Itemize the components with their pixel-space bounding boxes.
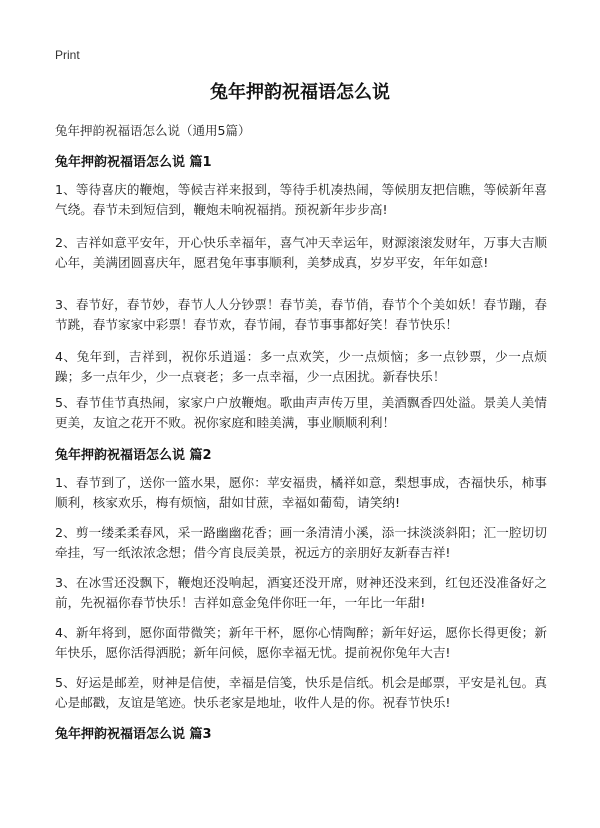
page-title: 兔年押韵祝福语怎么说 — [210, 82, 390, 103]
section-heading-1: 兔年押韵祝福语怎么说 篇1 — [55, 155, 212, 170]
section-2-paragraph-2: 2、剪一缕柔柔春风，采一路幽幽花香；画一条清清小溪，添一抹淡淡斜阳；汇一腔切切牵挂，写一纸浓浓念想；借今宵良辰美景，祝远方的亲朋好友新春吉祥! — [55, 525, 547, 560]
section-1-paragraph-1: 1、等待喜庆的鞭炮，等候吉祥来报到，等待手机凑热闹，等候朋友把信瞧，等候新年喜气绕。春节未到短信到，鞭炮未响祝福捎。预祝新年步步高! — [55, 182, 547, 217]
section-heading-3: 兔年押韵祝福语怎么说 篇3 — [55, 727, 212, 742]
document-subtitle: 兔年押韵祝福语怎么说（通用5篇） — [55, 123, 251, 138]
print-label[interactable]: Print — [55, 48, 80, 62]
section-2-paragraph-4: 4、新年将到，愿你面带微笑；新年干杯，愿你心情陶醉；新年好运，愿你长得更俊；新年快乐，愿你活得洒脱；新年问候，愿你幸福无忧。提前祝你兔年大吉! — [55, 625, 547, 660]
section-1-paragraph-3: 3、春节好，春节妙，春节人人分钞票！春节美，春节俏，春节个个美如妖！春节蹦，春节跳，春节家家中彩票！春节欢，春节闹，春节事事都好笑！春节快乐！ — [55, 297, 547, 332]
section-2-paragraph-1: 1、春节到了，送你一篮水果，愿你：苹安福贵，橘祥如意，梨想事成，杏福快乐，柿事顺利，核家欢乐，梅有烦恼，甜如甘蔗，幸福如葡萄，请笑纳! — [55, 475, 547, 510]
section-1-paragraph-4: 4、兔年到，吉祥到，祝你乐逍遥：多一点欢笑，少一点烦恼；多一点钞票，少一点烦躁；多一点年少，少一点衰老；多一点幸福，少一点困扰。新春快乐！ — [55, 349, 547, 384]
section-2-paragraph-3: 3、在冰雪还没飘下，鞭炮还没响起，酒宴还没开席，财神还没来到，红包还没准备好之前，先祝福你春节快乐！吉祥如意金兔伴你旺一年，一年比一年甜! — [55, 575, 547, 610]
section-heading-2: 兔年押韵祝福语怎么说 篇2 — [55, 448, 212, 463]
section-1-paragraph-2: 2、吉祥如意平安年，开心快乐幸福年，喜气冲天幸运年，财源滚滚发财年，万事大吉顺心年，美满团圆喜庆年，愿君兔年事事顺利，美梦成真，岁岁平安，年年如意! — [55, 235, 547, 270]
section-1-paragraph-5: 5、春节佳节真热闹，家家户户放鞭炮。歌曲声声传万里，美酒飘香四处溢。景美人美情更美，友谊之花开不败。祝你家庭和睦美满，事业顺顺利利！ — [55, 395, 547, 430]
section-2-paragraph-5: 5、好运是邮差，财神是信使，幸福是信笺，快乐是信纸。机会是邮票，平安是礼包。真心是邮戳，友谊是笔迹。快乐老家是地址，收件人是的你。祝春节快乐! — [55, 675, 547, 710]
